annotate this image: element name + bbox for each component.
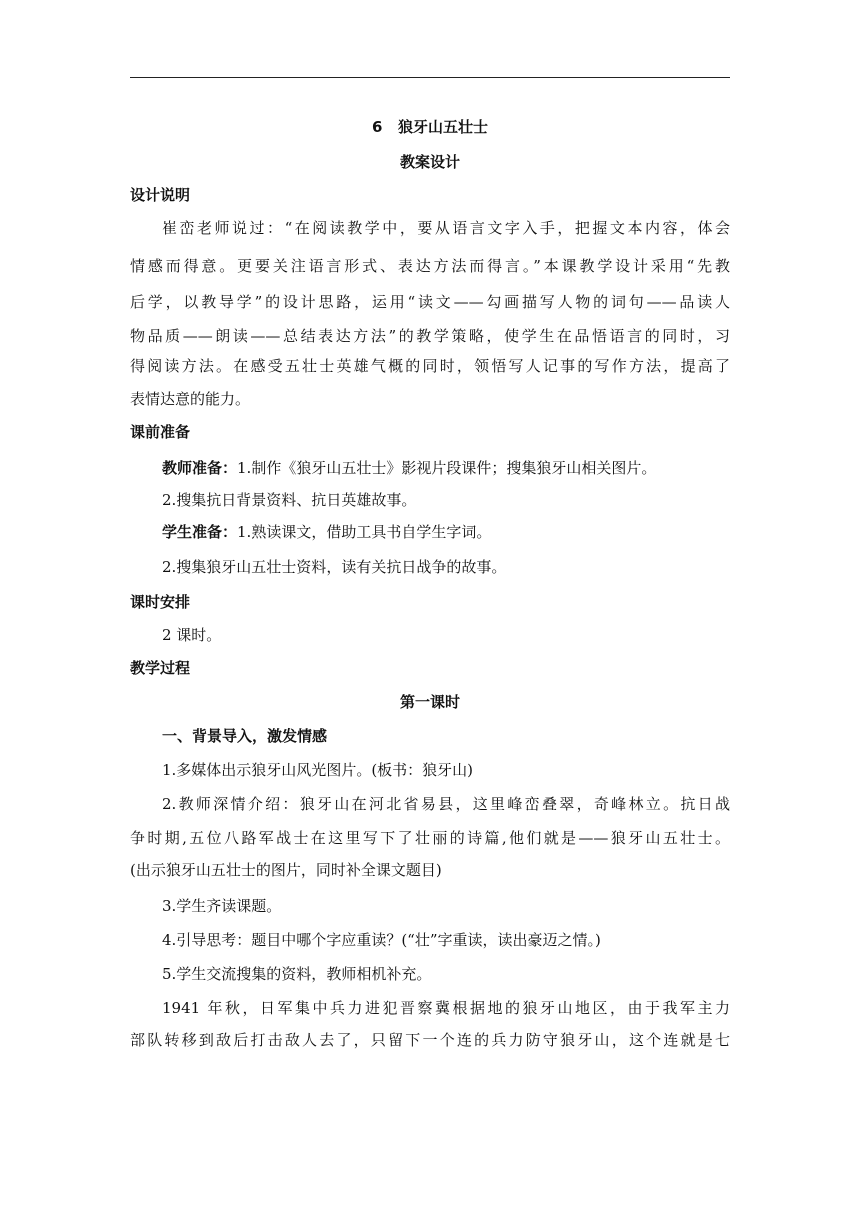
- header-rule: [130, 77, 730, 78]
- process-step: 1.多媒体出示狼牙山风光图片。(板书：狼牙山): [162, 761, 474, 779]
- schedule-text: 2 课时。: [162, 626, 222, 644]
- section-heading-schedule: 课时安排: [130, 593, 191, 611]
- story-line: 1941 年秋，日军集中兵力进犯晋察冀根据地的狼牙山地区，由于我军主力: [162, 999, 730, 1017]
- design-line: 后学，以教导学”的设计思路，运用“读文——勾画描写人物的词句——品读人: [130, 293, 730, 311]
- process-step: 2.教师深情介绍：狼牙山在河北省易县，这里峰峦叠翠，奇峰林立。抗日战: [162, 795, 730, 813]
- process-step: 3.学生齐读课题。: [162, 897, 282, 915]
- student-prep-1: 学生准备：1.熟读课文，借助工具书自学生字词。: [162, 523, 492, 541]
- lesson-title: 6 狼牙山五壮士: [371, 118, 489, 136]
- story-line: 部队转移到敌后打击敌人去了，只留下一个连的兵力防守狼牙山，这个连就是七: [130, 1031, 730, 1049]
- process-step: 5.学生交流搜集的资料，教师相机补充。: [162, 965, 432, 983]
- design-line: 表情达意的能力。: [130, 390, 251, 408]
- student-prep-2: 2.搜集狼牙山五壮士资料，读有关抗日战争的故事。: [162, 558, 507, 576]
- process-step: 4.引导思考：题目中哪个字应重读？(“壮”字重读，读出豪迈之情。): [162, 931, 601, 949]
- teacher-prep-1: 教师准备：1.制作《狼牙山五壮士》影视片段课件；搜集狼牙山相关图片。: [162, 459, 657, 477]
- process-step: (出示狼牙山五壮士的图片，同时补全课文题目): [130, 861, 442, 879]
- design-line: 情感而得意。更要关注语言形式、表达方法而得言。”本课教学设计采用“先教: [130, 257, 730, 275]
- section-heading-design: 设计说明: [130, 186, 191, 204]
- lesson-period-title: 第一课时: [399, 693, 460, 711]
- lesson-subtitle: 教案设计: [399, 153, 460, 171]
- process-section-title: 一、背景导入，激发情感: [162, 727, 328, 745]
- section-heading-preparation: 课前准备: [130, 423, 191, 441]
- process-step: 争时期,五位八路军战士在这里写下了壮丽的诗篇,他们就是——狼牙山五壮士。: [130, 829, 730, 847]
- design-line: 崔峦老师说过：“在阅读教学中，要从语言文字入手，把握文本内容，体会: [162, 219, 730, 237]
- design-line: 物品质——朗读——总结表达方法”的教学策略，使学生在品悟语言的同时，习: [130, 327, 730, 345]
- teacher-prep-2: 2.搜集抗日背景资料、抗日英雄故事。: [162, 491, 417, 509]
- section-heading-process: 教学过程: [130, 659, 191, 677]
- design-line: 得阅读方法。在感受五壮士英雄气概的同时，领悟写人记事的写作方法，提高了: [130, 357, 730, 375]
